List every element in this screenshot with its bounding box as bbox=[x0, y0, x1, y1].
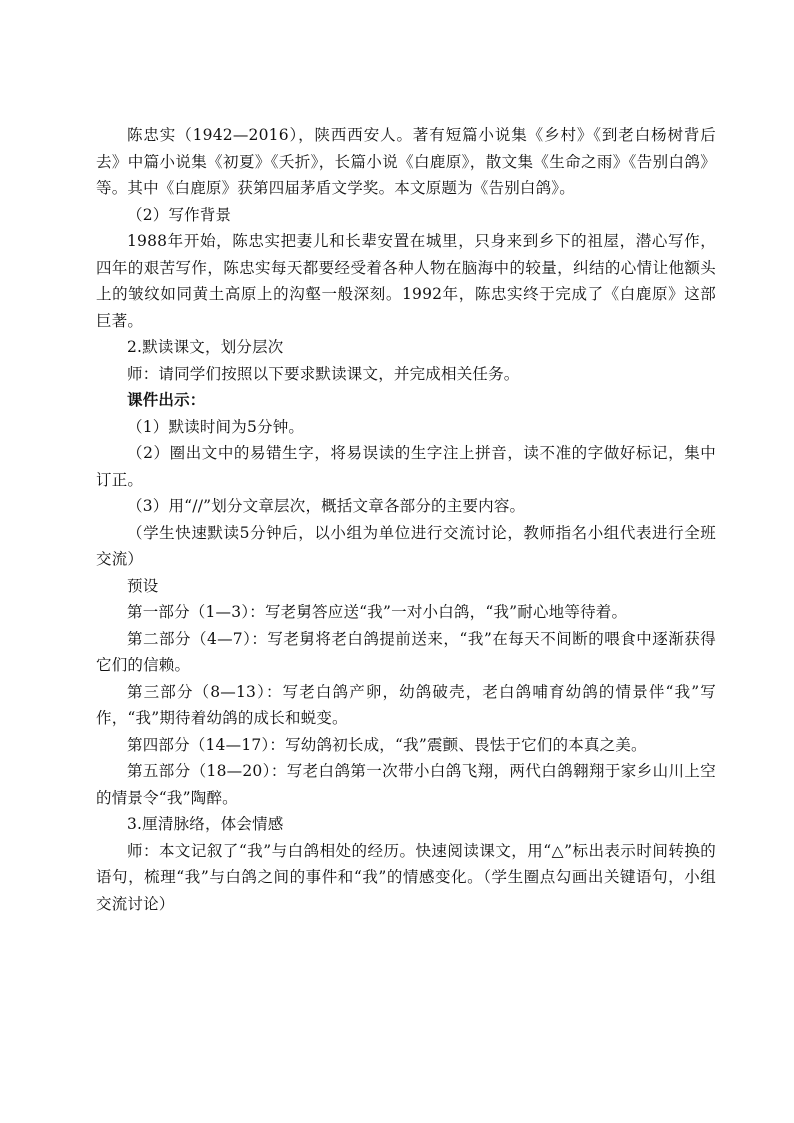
preset-label: 预设 bbox=[127, 576, 159, 595]
author-intro-paragraph: 陈忠实（1942—2016），陕西西安人。著有短篇小说集《乡村》《到老白杨树背后去》中篇小说集《初夏》《夭折》，长篇小说《白鹿原》，散文集《生命之雨》《告别白鸽》等。其中《白鹿原》获第四届茅盾文学奖。本文原题为《告别白鸽》。 bbox=[96, 126, 716, 197]
part-1-summary: 第一部分（1—3）：写老舅答应送“我”一对小白鸽，“我”耐心地等待着。 bbox=[127, 603, 628, 621]
teacher-context-instruction: 师：本文记叙了“我”与白鸽相处的经历。快速阅读课文，用“△”标出表示时间转换的语句，梳理“我”与白鸽之间的事件和“我”的情感变化。（学生圈点勾画出关键语句，小组交流讨论） bbox=[96, 841, 716, 913]
writing-background-paragraph: 1988年开始，陈忠实把妻儿和长辈安置在城里，只身来到乡下的祖屋，潜心写作，四年的艰苦写作，陈忠实每天都要经受着各种人物在脑海中的较量，纠结的心情让他额头上的皱纹如同黄土高原上的沟壑一般深刻。1992年，陈忠实终于完成了《白鹿原》这部巨著。 bbox=[96, 232, 716, 330]
section-heading-silent-reading: 2.默读课文，划分层次 bbox=[127, 338, 284, 356]
courseware-label: 课件出示： bbox=[127, 390, 206, 409]
task-item-2: （2）圈出文中的易错生字，将易误读的生字注上拼音，读不准的字做好标记，集中订正。 bbox=[96, 444, 716, 489]
document-page bbox=[96, 122, 716, 917]
writing-background-heading: （2）写作背景 bbox=[127, 205, 232, 224]
task-item-3: （3）用“//”划分文章层次，概括文章各部分的主要内容。 bbox=[127, 497, 526, 515]
student-activity-note: （学生快速默读5分钟后，以小组为单位进行交流讨论，教师指名小组代表进行全班交流） bbox=[96, 523, 716, 568]
part-2-summary: 第二部分（4—7）：写老舅将老白鸽提前送来，“我”在每天不间断的喂食中逐渐获得它们的信赖。 bbox=[96, 629, 716, 674]
part-4-summary: 第四部分（14—17）：写幼鸽初长成，“我”震颤、畏怯于它们的本真之美。 bbox=[127, 735, 647, 754]
part-3-summary: 第三部分（8—13）：写老白鸽产卵，幼鸽破壳，老白鸽哺育幼鸽的情景伴“我”写作，“我”期待着幼鸽的成长和蜕变。 bbox=[96, 682, 716, 727]
section-heading-context: 3.厘清脉络，体会情感 bbox=[127, 815, 284, 833]
task-item-1: （1）默读时间为5分钟。 bbox=[127, 417, 305, 436]
teacher-instruction: 师：请同学们按照以下要求默读课文，并完成相关任务。 bbox=[127, 364, 520, 383]
part-5-summary: 第五部分（18—20）：写老白鸽第一次带小白鸽飞翔，两代白鸽翱翔于家乡山川上空的情景令“我”陶醉。 bbox=[96, 762, 716, 807]
